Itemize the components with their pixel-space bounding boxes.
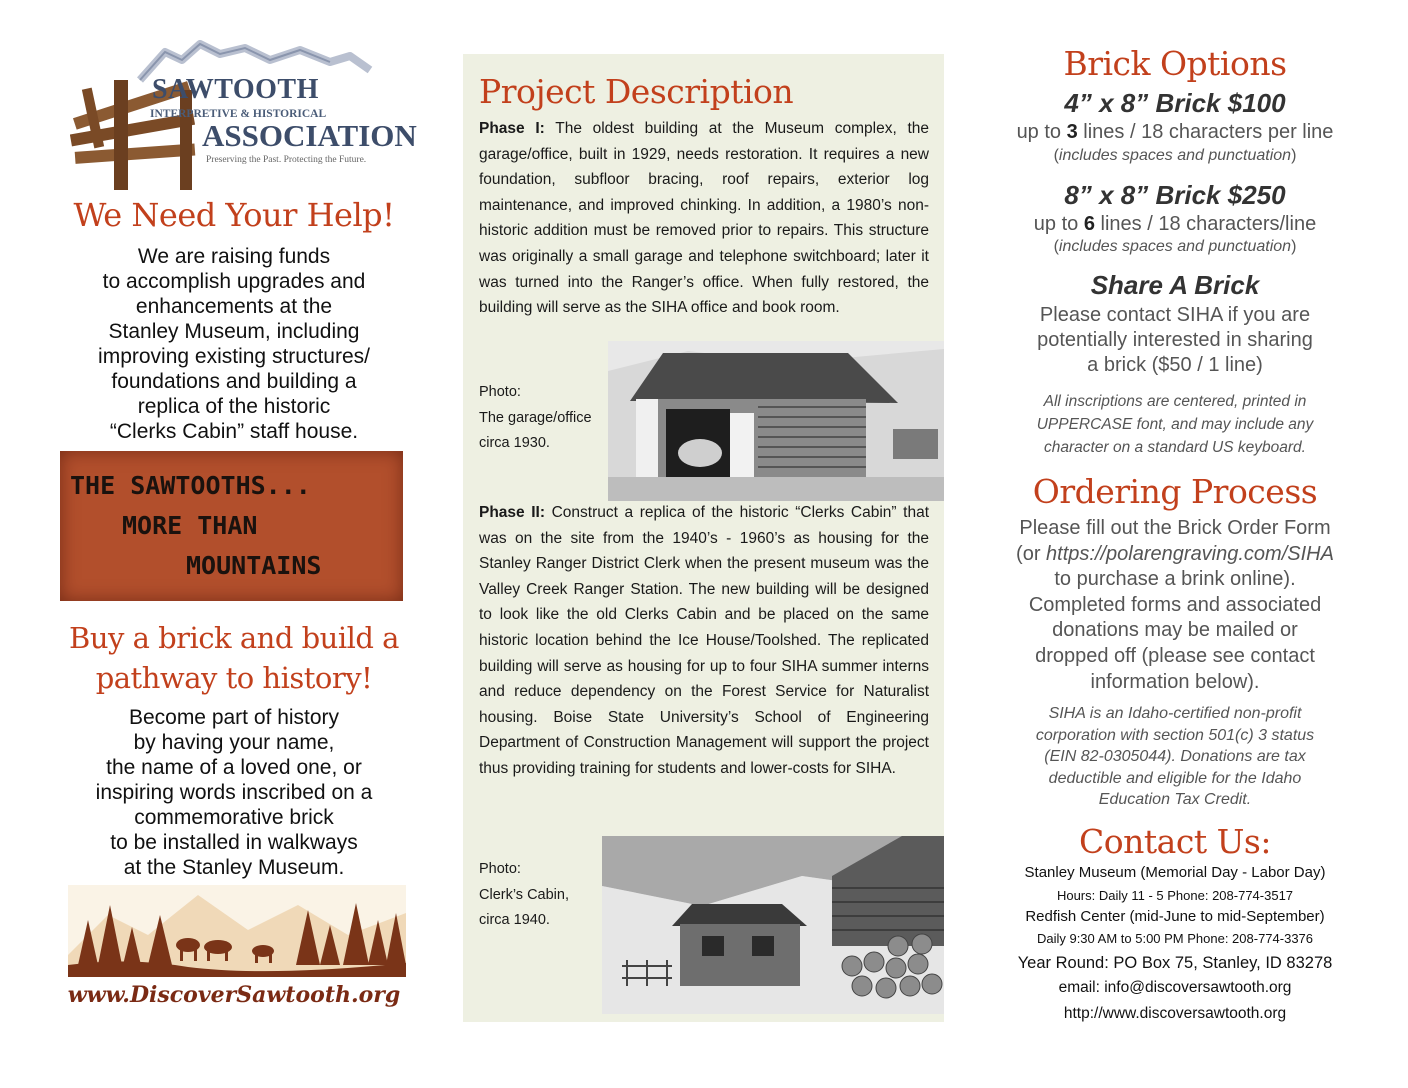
option1-heading: 4” x 8” Brick $100 — [1064, 88, 1286, 118]
contact-museum-hours: Hours: Daily 11 - 5 Phone: 208-774-3517 — [1056, 888, 1294, 903]
ordering-line: donations may be mailed or — [1052, 619, 1298, 642]
share-brick-heading: Share A Brick — [1090, 270, 1260, 300]
brick-line-1: THE SAWTOOTHS... — [70, 471, 311, 500]
polar-engraving-link[interactable]: https://polarengraving.com/SIHA — [1046, 542, 1334, 565]
become-line: Become part of history — [128, 706, 340, 729]
contact-year-round: Year Round: PO Box 75, Stanley, ID 83278 — [1017, 954, 1333, 972]
phase2-paragraph — [479, 500, 929, 782]
raising-line: to accomplish upgrades and — [102, 270, 366, 293]
raising-line: foundations and building a — [111, 370, 357, 393]
ordering-line-link — [1000, 542, 1350, 568]
share-line: Please contact SIHA if you are — [1039, 304, 1311, 326]
ordering-line: dropped off (please see contact — [1035, 644, 1315, 667]
option2-heading: 8” x 8” Brick $250 — [1064, 180, 1286, 210]
brick-line-2: MORE THAN — [122, 511, 258, 540]
raising-line: “Clerks Cabin” staff house. — [109, 420, 359, 443]
ordering-line: to purchase a brink online). — [1054, 568, 1296, 591]
garage-office-photo — [608, 341, 944, 501]
option1-lines-num: 3 — [1066, 121, 1078, 143]
note-close: ) — [1291, 147, 1297, 164]
clerks-cabin-photo — [602, 836, 944, 1014]
phase2-label: Phase II: — [479, 504, 546, 521]
phase1-paragraph — [479, 116, 929, 321]
project-description-heading: Project Description — [479, 72, 794, 111]
contact-redfish: Redfish Center (mid-June to mid-September) — [1025, 908, 1325, 925]
contact-us-heading: Contact Us: — [1079, 822, 1271, 861]
become-line: inspiring words inscribed on a — [95, 781, 373, 804]
become-line: at the Stanley Museum. — [123, 856, 345, 879]
become-line: the name of a loved one, or — [106, 756, 362, 779]
ordering-line: Completed forms and associated — [1028, 593, 1322, 616]
contact-email[interactable]: email: info@discoversawtooth.org — [1058, 979, 1292, 996]
phase1-label: Phase I: — [479, 120, 545, 137]
inscription-line: character on a standard US keyboard. — [1044, 439, 1306, 456]
phase1-text: The oldest building at the Museum complex, the garage/office, built in 1929, needs restoration. It requires a new foundation, subfloor bracing, roof repairs, exterior log maintenance, and improved chinking. In addition, a 1980’s non-historic addition must be removed prior to repairs. This structure was originally a small garage and telephone switchboard; later it was turned into the Ranger’s office. When fully restored, the building will serve as the SIHA office and book room. — [479, 120, 929, 317]
option2-lines-num: 6 — [1083, 213, 1095, 235]
inscriptions-note — [1000, 390, 1350, 459]
share-line: a brick ($50 / 1 line) — [1087, 354, 1263, 376]
note-italic: includes spaces and punctuation — [1058, 238, 1292, 255]
option2-lines — [1000, 212, 1350, 237]
option1-lines — [1000, 120, 1350, 145]
note-open: ( — [1053, 147, 1059, 164]
ordering-paren: (or — [1016, 542, 1047, 565]
forest-wildlife-silhouette-icon — [68, 885, 406, 977]
inscription-line: UPPERCASE font, and may include any — [1036, 416, 1314, 433]
logo-tagline: Preserving the Past. Protecting the Future. — [206, 155, 367, 165]
logo-line-association: ASSOCIATION — [202, 118, 417, 153]
phase2-text: Construct a replica of the historic “Clerks Cabin” that was on the site from the 1940’s - 1960’s as housing for the Stanley Ranger District Clerk when the present museum was the Valley Creek Ranger Station. The new building will be designed to look like the old Clerks Cabin and be placed on the same historic location behind the Ice House/Toolshed. The replicated building will serve as housing for up to four SIHA summer interns and reduce dependency on the Forest Service for Naturalist housing. Boise State University’s School of Engineering Department of Construction Management will support the project thus providing training for students and lower-costs for SIHA. — [479, 504, 930, 777]
raising-line: replica of the historic — [137, 395, 331, 418]
buy-brick-heading — [60, 618, 408, 698]
brick-options-heading: Brick Options — [1063, 44, 1287, 83]
ordering-process-heading: Ordering Process — [1032, 472, 1318, 511]
caption-line: circa 1940. — [479, 912, 550, 928]
contact-museum: Stanley Museum (Memorial Day - Labor Day) — [1024, 864, 1326, 881]
project-description-panel — [463, 54, 944, 1022]
option1-lines-pre: up to — [1016, 121, 1067, 143]
ordering-text — [1000, 516, 1350, 695]
raising-funds-text — [60, 244, 408, 444]
nonprofit-line: (EIN 82-0305044). Donations are tax — [1044, 748, 1306, 765]
become-line: commemorative brick — [134, 806, 334, 829]
become-line: to be installed in walkways — [110, 831, 358, 854]
become-line: by having your name, — [133, 731, 335, 754]
caption-line: Photo: — [479, 861, 521, 877]
logo-line-sawtooth: SAWTOOTH — [152, 74, 319, 105]
option2-lines-pre: up to — [1033, 213, 1084, 235]
caption-line: Clerk’s Cabin, — [479, 886, 569, 903]
contact-website[interactable]: http://www.discoversawtooth.org — [1063, 1005, 1287, 1022]
website-link[interactable]: www.DiscoverSawtooth.org — [67, 982, 401, 1008]
caption-line: The garage/office — [479, 409, 592, 426]
caption-line: Photo: — [479, 384, 521, 400]
inscription-line: All inscriptions are centered, printed in — [1043, 393, 1307, 410]
nonprofit-line: corporation with section 501(c) 3 status — [1035, 726, 1315, 744]
raising-line: improving existing structures/ — [98, 345, 370, 368]
note-open: ( — [1053, 238, 1059, 255]
note-close: ) — [1291, 238, 1297, 255]
caption-line: circa 1930. — [479, 435, 550, 451]
option2-lines-post: lines / 18 characters/line — [1094, 213, 1317, 235]
raising-line: enhancements at the — [135, 295, 333, 318]
nonprofit-line: SIHA is an Idaho-certified non-profit — [1048, 705, 1302, 722]
photo1-caption — [479, 380, 592, 457]
ordering-line: Please fill out the Brick Order Form — [1019, 517, 1331, 539]
raising-line: Stanley Museum, including — [108, 320, 360, 343]
option1-note — [1000, 147, 1350, 165]
help-heading: We Need Your Help! — [73, 196, 395, 234]
option1-lines-post: lines / 18 characters per line — [1077, 121, 1334, 143]
buy-heading-line: pathway to history! — [95, 661, 373, 695]
photo2-caption — [479, 857, 569, 934]
buy-heading-line: Buy a brick and build a — [69, 621, 399, 655]
sample-brick-image — [60, 451, 403, 601]
contact-redfish-hours: Daily 9:30 AM to 5:00 PM Phone: 208-774-3376 — [1036, 931, 1314, 946]
brick-line-3: MOUNTAINS — [186, 551, 322, 580]
logo-line-interpretive: INTERPRETIVE & HISTORICAL — [150, 108, 327, 120]
share-line: potentially interested in sharing — [1037, 329, 1313, 351]
nonprofit-line: Education Tax Credit. — [1098, 791, 1252, 808]
become-part-text — [60, 705, 408, 880]
siha-logo — [70, 40, 417, 190]
ordering-line: information below). — [1090, 670, 1260, 693]
raising-line: We are raising funds — [137, 245, 331, 268]
nonprofit-line: deductible and eligible for the Idaho — [1048, 769, 1302, 787]
share-brick-text — [1000, 303, 1350, 378]
option2-note — [1000, 238, 1350, 256]
nonprofit-note — [1000, 703, 1350, 811]
note-italic: includes spaces and punctuation — [1058, 147, 1292, 164]
